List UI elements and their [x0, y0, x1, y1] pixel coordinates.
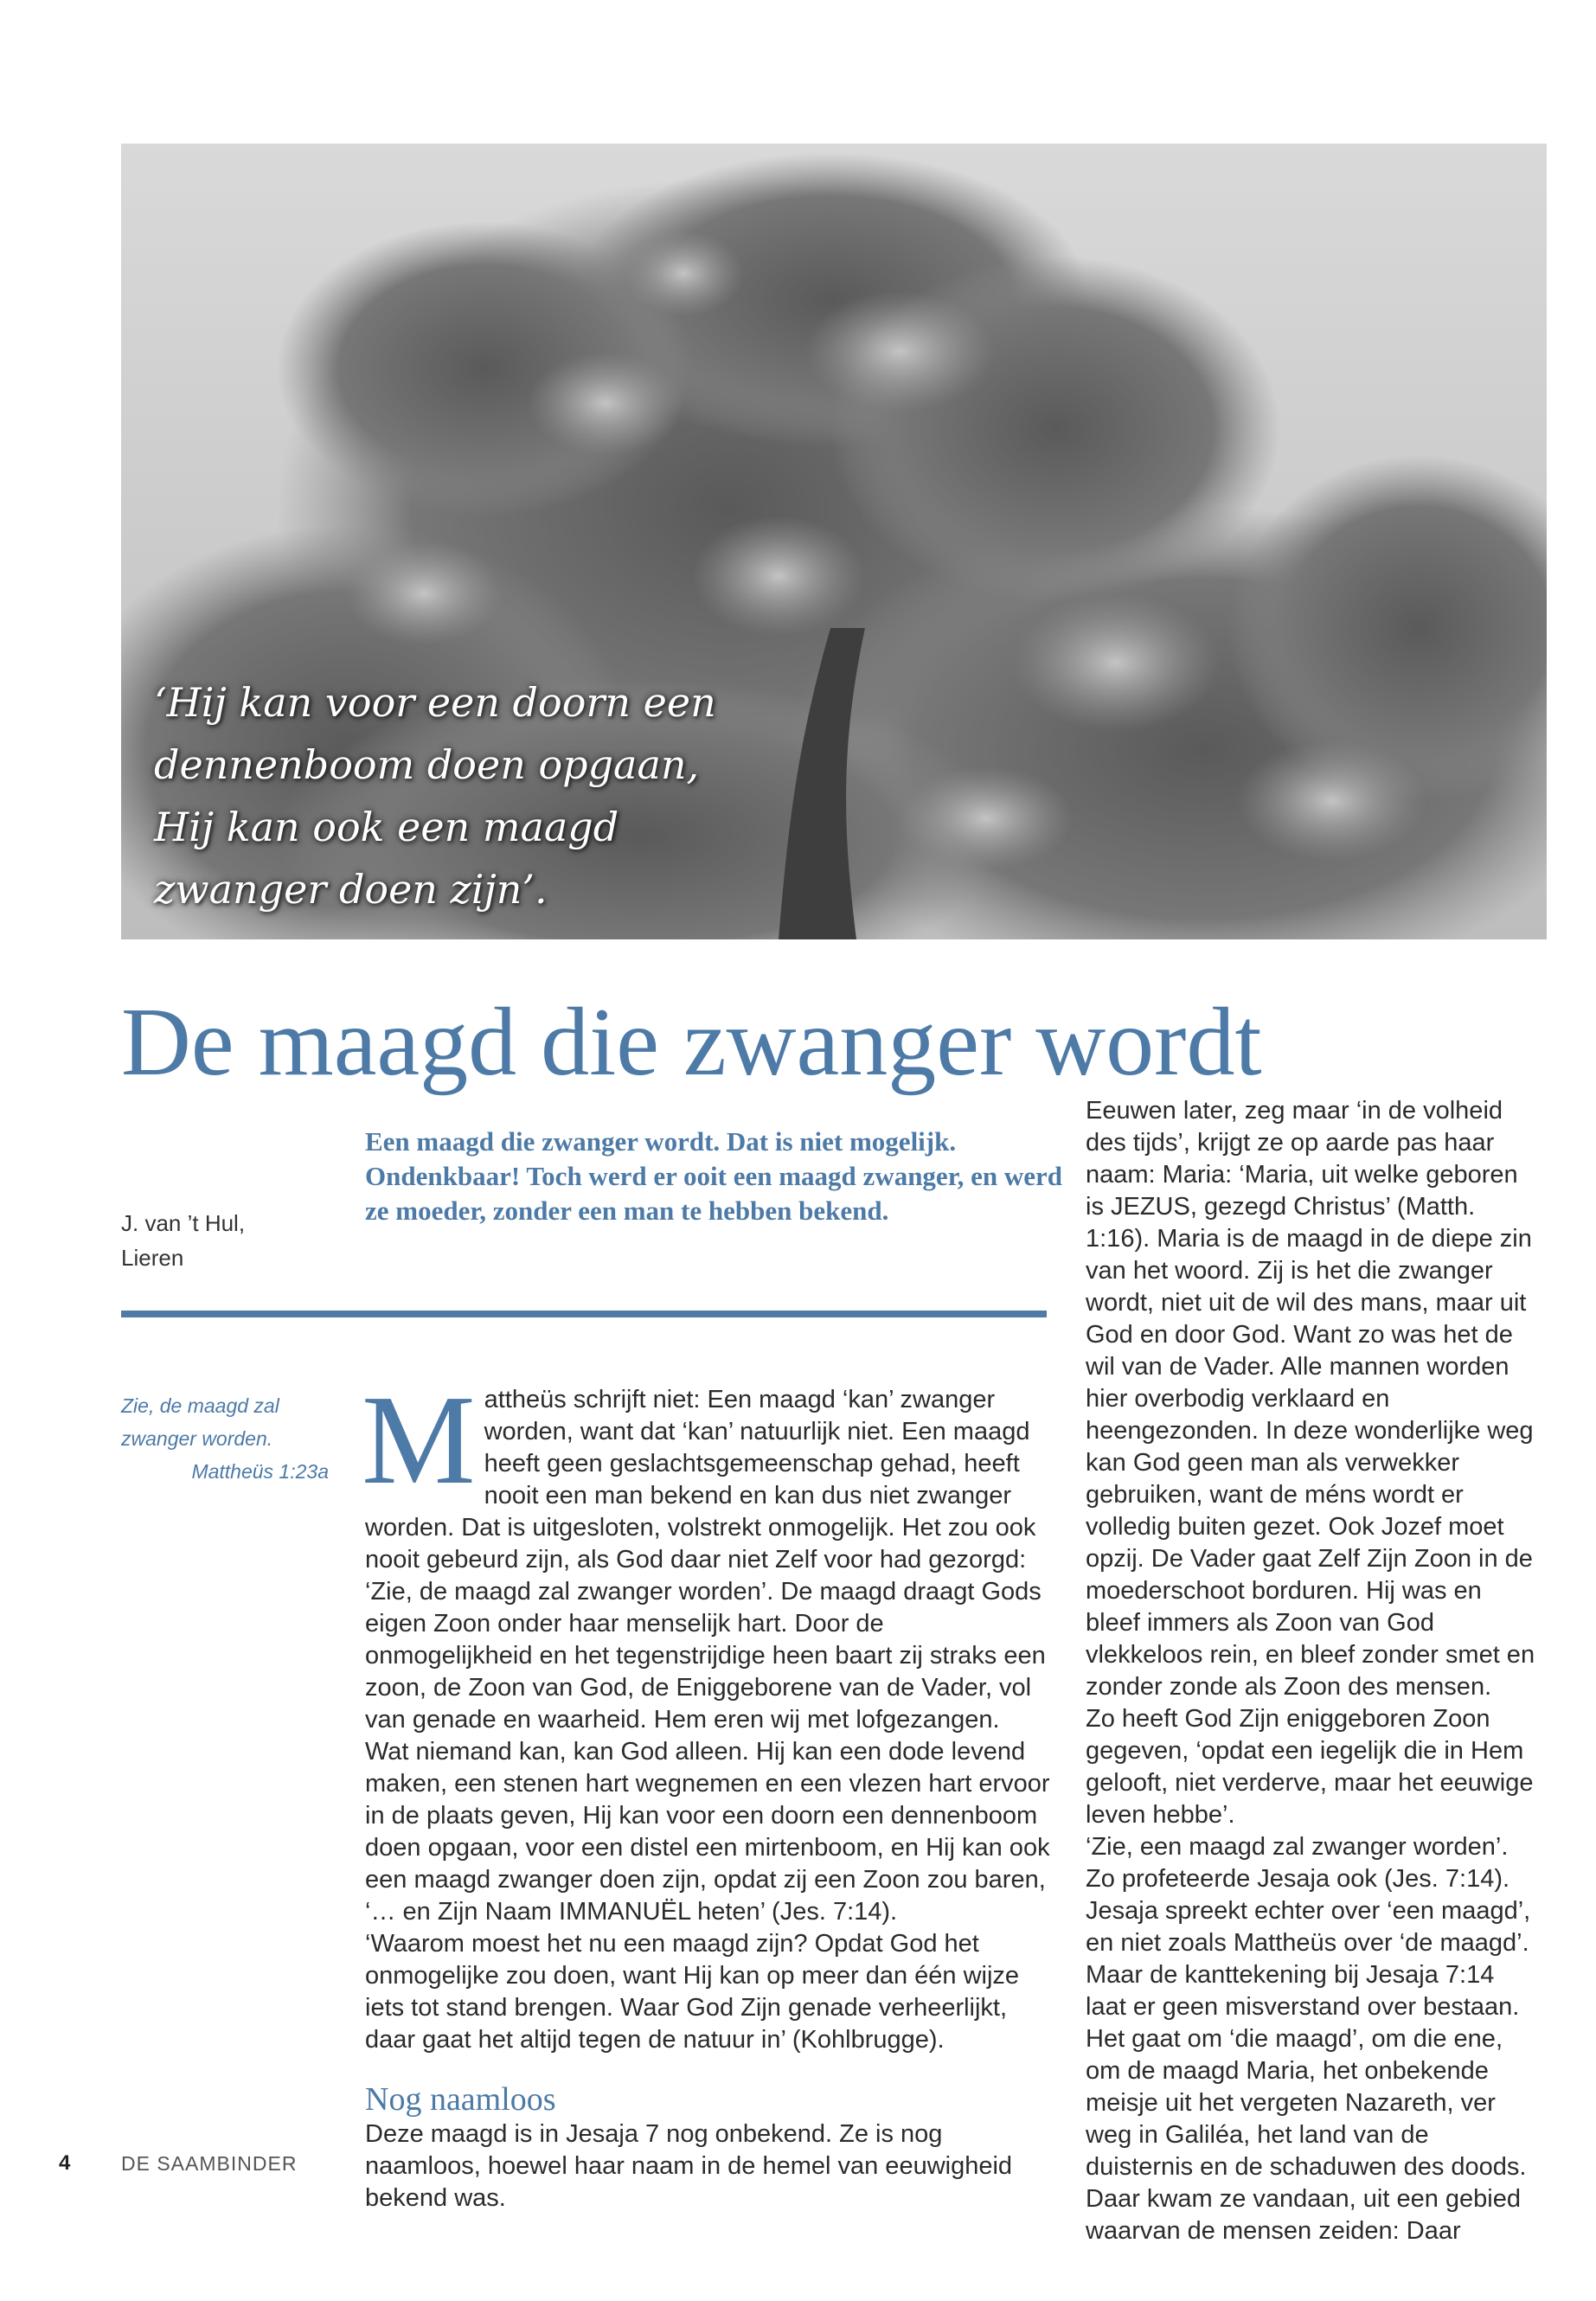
paragraph-3: ‘Waarom moest het nu een maagd zijn? Opdat God het onmogelijke zou doen, want Hij kan op meer dan één wijze iets tot stand brengen. Waar God Zijn genade verheerlijkt, daar gaat het altijd tegen de natuur in’ (Kohlbrugge). [365, 1930, 1020, 2054]
paragraph-1 [362, 1369, 1057, 1736]
subheading: Nog naamloos [365, 2081, 556, 2118]
right-paragraph-2: Zo heeft God Zijn eniggeboren Zoon gegeven, ‘opdat een iegelijk die in Hem gelooft, niet verderve, maar het eeuwige leven hebbe’. [1086, 1705, 1534, 1829]
author-name: J. van ’t Hul, [121, 1210, 246, 1236]
hero-quote: ‘Hij kan voor een doorn een dennenboom doen opgaan, Hij kan ook een maagd zwanger doen zijn’. [154, 679, 716, 913]
main-column [362, 1369, 1057, 2214]
hero-photo [121, 144, 1547, 939]
divider-rule [121, 1311, 1047, 1317]
right-paragraph-1: Eeuwen later, zeg maar ‘in de volheid des tijds’, krijgt ze op aarde pas haar naam: Maria: ‘Maria, uit welke geboren is JEZUS, gezegd Christus’ (Matth. 1:16). Maria is de maagd in de diepe zin van het woord. Zij is het die zwanger wordt, niet uit de wil des mans, maar uit God en door God. Want zo was het de wil van de Vader. Alle mannen worden hier overbodig verklaard en heengezonden. In deze wonderlijke weg kan God geen man als verwekker gebruiken, want de méns wordt er volledig buiten gezet. Ook Jozef moet opzij. De Vader gaat Zelf Zijn Zoon in de moederschoot borduren. Hij was en bleef immers als Zoon van God vlekkeloos rein, en bleef zonder smet en zonder zonde als Zoon des mensen. [1086, 1097, 1535, 1701]
paragraph-2: Wat niemand kan, kan God alleen. Hij kan een dode levend maken, een stenen hart wegnemen en een vlezen hart ervoor in de plaats geven, Hij kan voor een doorn een dennenboom doen opgaan, voor een distel een mirtenboom, en Hij kan ook een maagd zwanger doen zijn, opdat zij een Zoon zou baren, ‘… en Zijn Naam IMMANUËL heten’ (Jes. 7:14). [365, 1738, 1050, 1926]
drop-cap: M [362, 1369, 476, 1511]
author-byline [121, 1206, 311, 1275]
side-quote-reference: Mattheüs 1:23a [191, 1460, 329, 1483]
publication-name: DE SAAMBINDER [121, 2152, 298, 2175]
article-title: De maagd die zwanger wordt [121, 989, 1262, 1096]
right-column [1086, 1095, 1535, 2247]
paragraph-4: Deze maagd is in Jesaja 7 nog onbekend. Ze is nog naamloos, hoewel haar naam in de hemel van eeuwigheid bekend was. [365, 2120, 1013, 2212]
right-paragraph-3: ‘Zie, een maagd zal zwanger worden’. Zo profeteerde Jesaja ook (Jes. 7:14). Jesaja spreekt echter over ‘een maagd’, en niet zoals Mattheüs over ‘de maagd’. Maar de kanttekening bij Jesaja 7:14 laat er geen misverstand over bestaan. Het gaat om ‘die maagd’, om die ene, om de maagd Maria, het onbekende meisje uit het vergeten Nazareth, ver weg in Galiléa, het land van de duisternis en de schaduwen des doods. Daar kwam ze vandaan, uit een gebied waarvan de mensen zeiden: Daar [1086, 1833, 1531, 2245]
side-quote-text: Zie, de maagd zal zwanger worden. [121, 1394, 279, 1450]
paragraph-1-text: attheüs schrijft niet: Een maagd ‘kan’ zwanger worden, want dat ‘kan’ natuurlijk niet. Een maagd heeft geen geslachtsgemeenschap gehad, heeft nooit een man bekend en kan dus niet zwanger worden. Dat is uitgesloten, volstrekt onmogelijk. Het zou ook nooit gebeurd zijn, als God daar niet Zelf voor had gezorgd: ‘Zie, de maagd zal zwanger worden’. De maagd draagt Gods eigen Zoon onder haar menselijk hart. Door de onmogelijkheid en het tegenstrijdige heen baart zij straks een zoon, de Zoon van God, de Eniggeborene van de Vader, vol van genade en waarheid. Hem eren wij met lofgezangen. [365, 1386, 1046, 1734]
article-intro: Een maagd die zwanger wordt. Dat is niet mogelijk. Ondenkbaar! Toch werd er ooit een maagd zwanger, en werd ze moeder, zonder een man te hebben bekend. [365, 1126, 1062, 1226]
author-place: Lieren [121, 1245, 184, 1271]
page-number: 4 [59, 2151, 71, 2175]
side-quote [121, 1389, 329, 1488]
